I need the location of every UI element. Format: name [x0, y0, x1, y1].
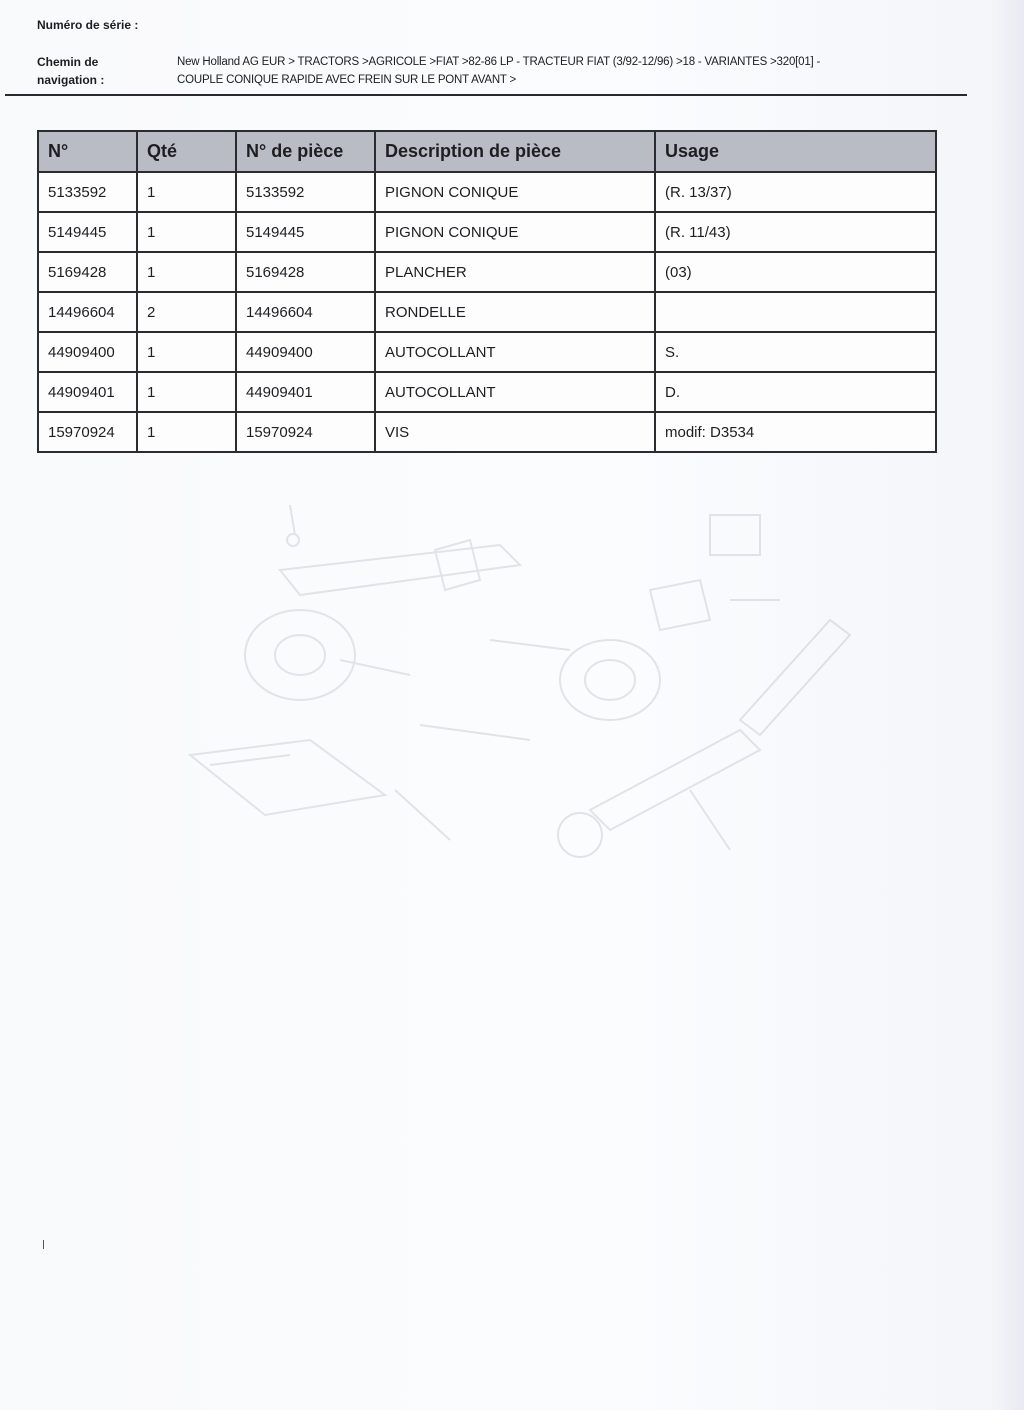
table-header-row — [38, 131, 936, 172]
cell-part-number: 44909400 — [236, 332, 375, 372]
table-row — [38, 412, 936, 452]
column-header-description: Description de pièce — [375, 131, 655, 172]
table-row — [38, 172, 936, 212]
cell-description: AUTOCOLLANT — [375, 372, 655, 412]
cell-description: AUTOCOLLANT — [375, 332, 655, 372]
cell-usage: (03) — [655, 252, 936, 292]
cell-usage: S. — [655, 332, 936, 372]
cell-usage — [655, 292, 936, 332]
cell-description: PIGNON CONIQUE — [375, 172, 655, 212]
cell-number: 14496604 — [38, 292, 137, 332]
cell-usage: D. — [655, 372, 936, 412]
cell-number: 44909400 — [38, 332, 137, 372]
serial-number-label: Numéro de série : — [37, 18, 139, 32]
cell-part-number: 5169428 — [236, 252, 375, 292]
table-row — [38, 212, 936, 252]
cell-quantity: 2 — [137, 292, 236, 332]
cell-number: 5133592 — [38, 172, 137, 212]
show-through-parts-diagram — [170, 490, 870, 890]
cell-description: RONDELLE — [375, 292, 655, 332]
cell-number: 5149445 — [38, 212, 137, 252]
table-row — [38, 252, 936, 292]
cell-number: 15970924 — [38, 412, 137, 452]
cell-description: PIGNON CONIQUE — [375, 212, 655, 252]
navigation-path-line-1: New Holland AG EUR > TRACTORS >AGRICOLE >FIAT >82-86 LP - TRACTEUR FIAT (3/92-12/96) >18 - VARIANTES >320[01] - — [177, 56, 821, 68]
cell-part-number: 44909401 — [236, 372, 375, 412]
cell-part-number: 15970924 — [236, 412, 375, 452]
scan-mark — [43, 1240, 44, 1249]
column-header-quantity: Qté — [137, 131, 236, 172]
cell-description: PLANCHER — [375, 252, 655, 292]
table-row — [38, 292, 936, 332]
cell-part-number: 5133592 — [236, 172, 375, 212]
table-row — [38, 372, 936, 412]
cell-description: VIS — [375, 412, 655, 452]
cell-quantity: 1 — [137, 412, 236, 452]
page-edge-shadow — [990, 0, 1024, 1410]
cell-part-number: 5149445 — [236, 212, 375, 252]
cell-number: 44909401 — [38, 372, 137, 412]
parts-table — [37, 130, 937, 453]
column-header-usage: Usage — [655, 131, 936, 172]
cell-quantity: 1 — [137, 372, 236, 412]
table-row — [38, 332, 936, 372]
cell-quantity: 1 — [137, 332, 236, 372]
column-header-part-number: N° de pièce — [236, 131, 375, 172]
navigation-path-label: Chemin de navigation : — [37, 55, 105, 87]
cell-usage: (R. 11/43) — [655, 212, 936, 252]
cell-number: 5169428 — [38, 252, 137, 292]
cell-quantity: 1 — [137, 252, 236, 292]
cell-usage: (R. 13/37) — [655, 172, 936, 212]
column-header-number: N° — [38, 131, 137, 172]
header-divider — [5, 94, 967, 96]
cell-part-number: 14496604 — [236, 292, 375, 332]
navigation-path-line-2: COUPLE CONIQUE RAPIDE AVEC FREIN SUR LE PONT AVANT > — [177, 74, 517, 86]
navigation-path — [177, 53, 937, 89]
cell-quantity: 1 — [137, 172, 236, 212]
cell-usage: modif: D3534 — [655, 412, 936, 452]
cell-quantity: 1 — [137, 212, 236, 252]
